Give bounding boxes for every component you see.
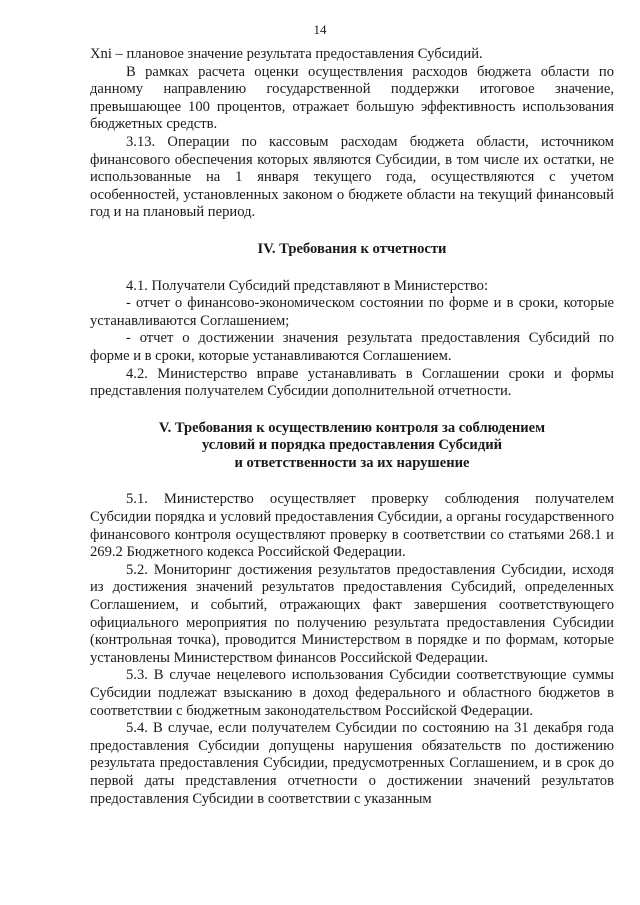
- section-5-heading: [90, 420, 614, 473]
- paragraph-5-3: 5.3. В случае нецелевого использования Субсидии соответствующие суммы Субсидии подлежат взысканию в доход федерального и областного бюджетов в соответствии с бюджетным законодательством Российской Федерации.: [90, 667, 614, 719]
- paragraph-4-1: 4.1. Получатели Субсидий представляют в Министерство:: [126, 277, 489, 294]
- page-content: [90, 46, 614, 808]
- paragraph-4-1-item-1: - отчет о финансово-экономическом состоянии по форме и в сроки, которые устанавливаются Соглашением;: [90, 295, 614, 329]
- paragraph-4-2: 4.2. Министерство вправе устанавливать в Соглашении сроки и формы представления получателем Субсидии дополнительной отчетности.: [90, 365, 614, 400]
- paragraph-5-1: 5.1. Министерство осуществляет проверку соблюдения получателем Субсидии порядка и условий предоставления Субсидии, а органы государственного финансового контроля осуществляют проверку в соответствии со статьями 268.1 и 269.2 Бюджетного кодекса Российской Федерации.: [90, 491, 614, 561]
- paragraph-3-13: 3.13. Операции по кассовым расходам бюджета области, источником финансового обеспечения которых являются Субсидии, в том числе их остатки, не использованные на 1 января текущего года, осуществляются с учетом особенностей, установленных законом о бюджете области на текущий финансовый год и на плановый период.: [90, 133, 614, 221]
- page-number: 14: [313, 22, 327, 37]
- paragraph-5-4: 5.4. В случае, если получателем Субсидии по состоянию на 31 декабря года предоставления Субсидии допущены нарушения обязательств по достижению результата предоставления Субсидии, предусмотренных Соглашением, и в срок до первой даты представления отчетности о достижении значений результатов предоставления Субсидии в соответствии с указанным: [90, 720, 614, 807]
- section-5-heading-line-1: V. Требования к осуществлению контроля за соблюдением: [158, 419, 546, 436]
- section-4-heading: IV. Требования к отчетности: [257, 240, 447, 257]
- paragraph-5-2: 5.2. Мониторинг достижения результатов предоставления Субсидии, исходя из достижения значений результатов предоставления Субсидий, определенных Соглашением, и событий, отражающих факт завершения соответствующего официального мероприятия по получению результата предоставления Субсидии (контрольная точка), проводится Министерством в порядке и по формам, которые установлены Министерством финансов Российской Федерации.: [90, 561, 614, 666]
- section-5-heading-line-2: условий и порядка предоставления Субсидий: [201, 437, 503, 454]
- paragraph-efficiency: В рамках расчета оценки осуществления расходов бюджета области по данному направлению государственной поддержки итоговое значение, превышающее 100 процентов, отражает большую эффективность использования бюджетных средств.: [90, 63, 614, 133]
- paragraph-xni: Xni – плановое значение результата предоставления Субсидий.: [90, 46, 483, 62]
- paragraph-4-1-item-2: - отчет о достижении значения результата предоставления Субсидий по форме и в сроки, которые устанавливаются Соглашением.: [90, 330, 614, 364]
- section-5-heading-line-3: и ответственности за их нарушение: [234, 454, 470, 471]
